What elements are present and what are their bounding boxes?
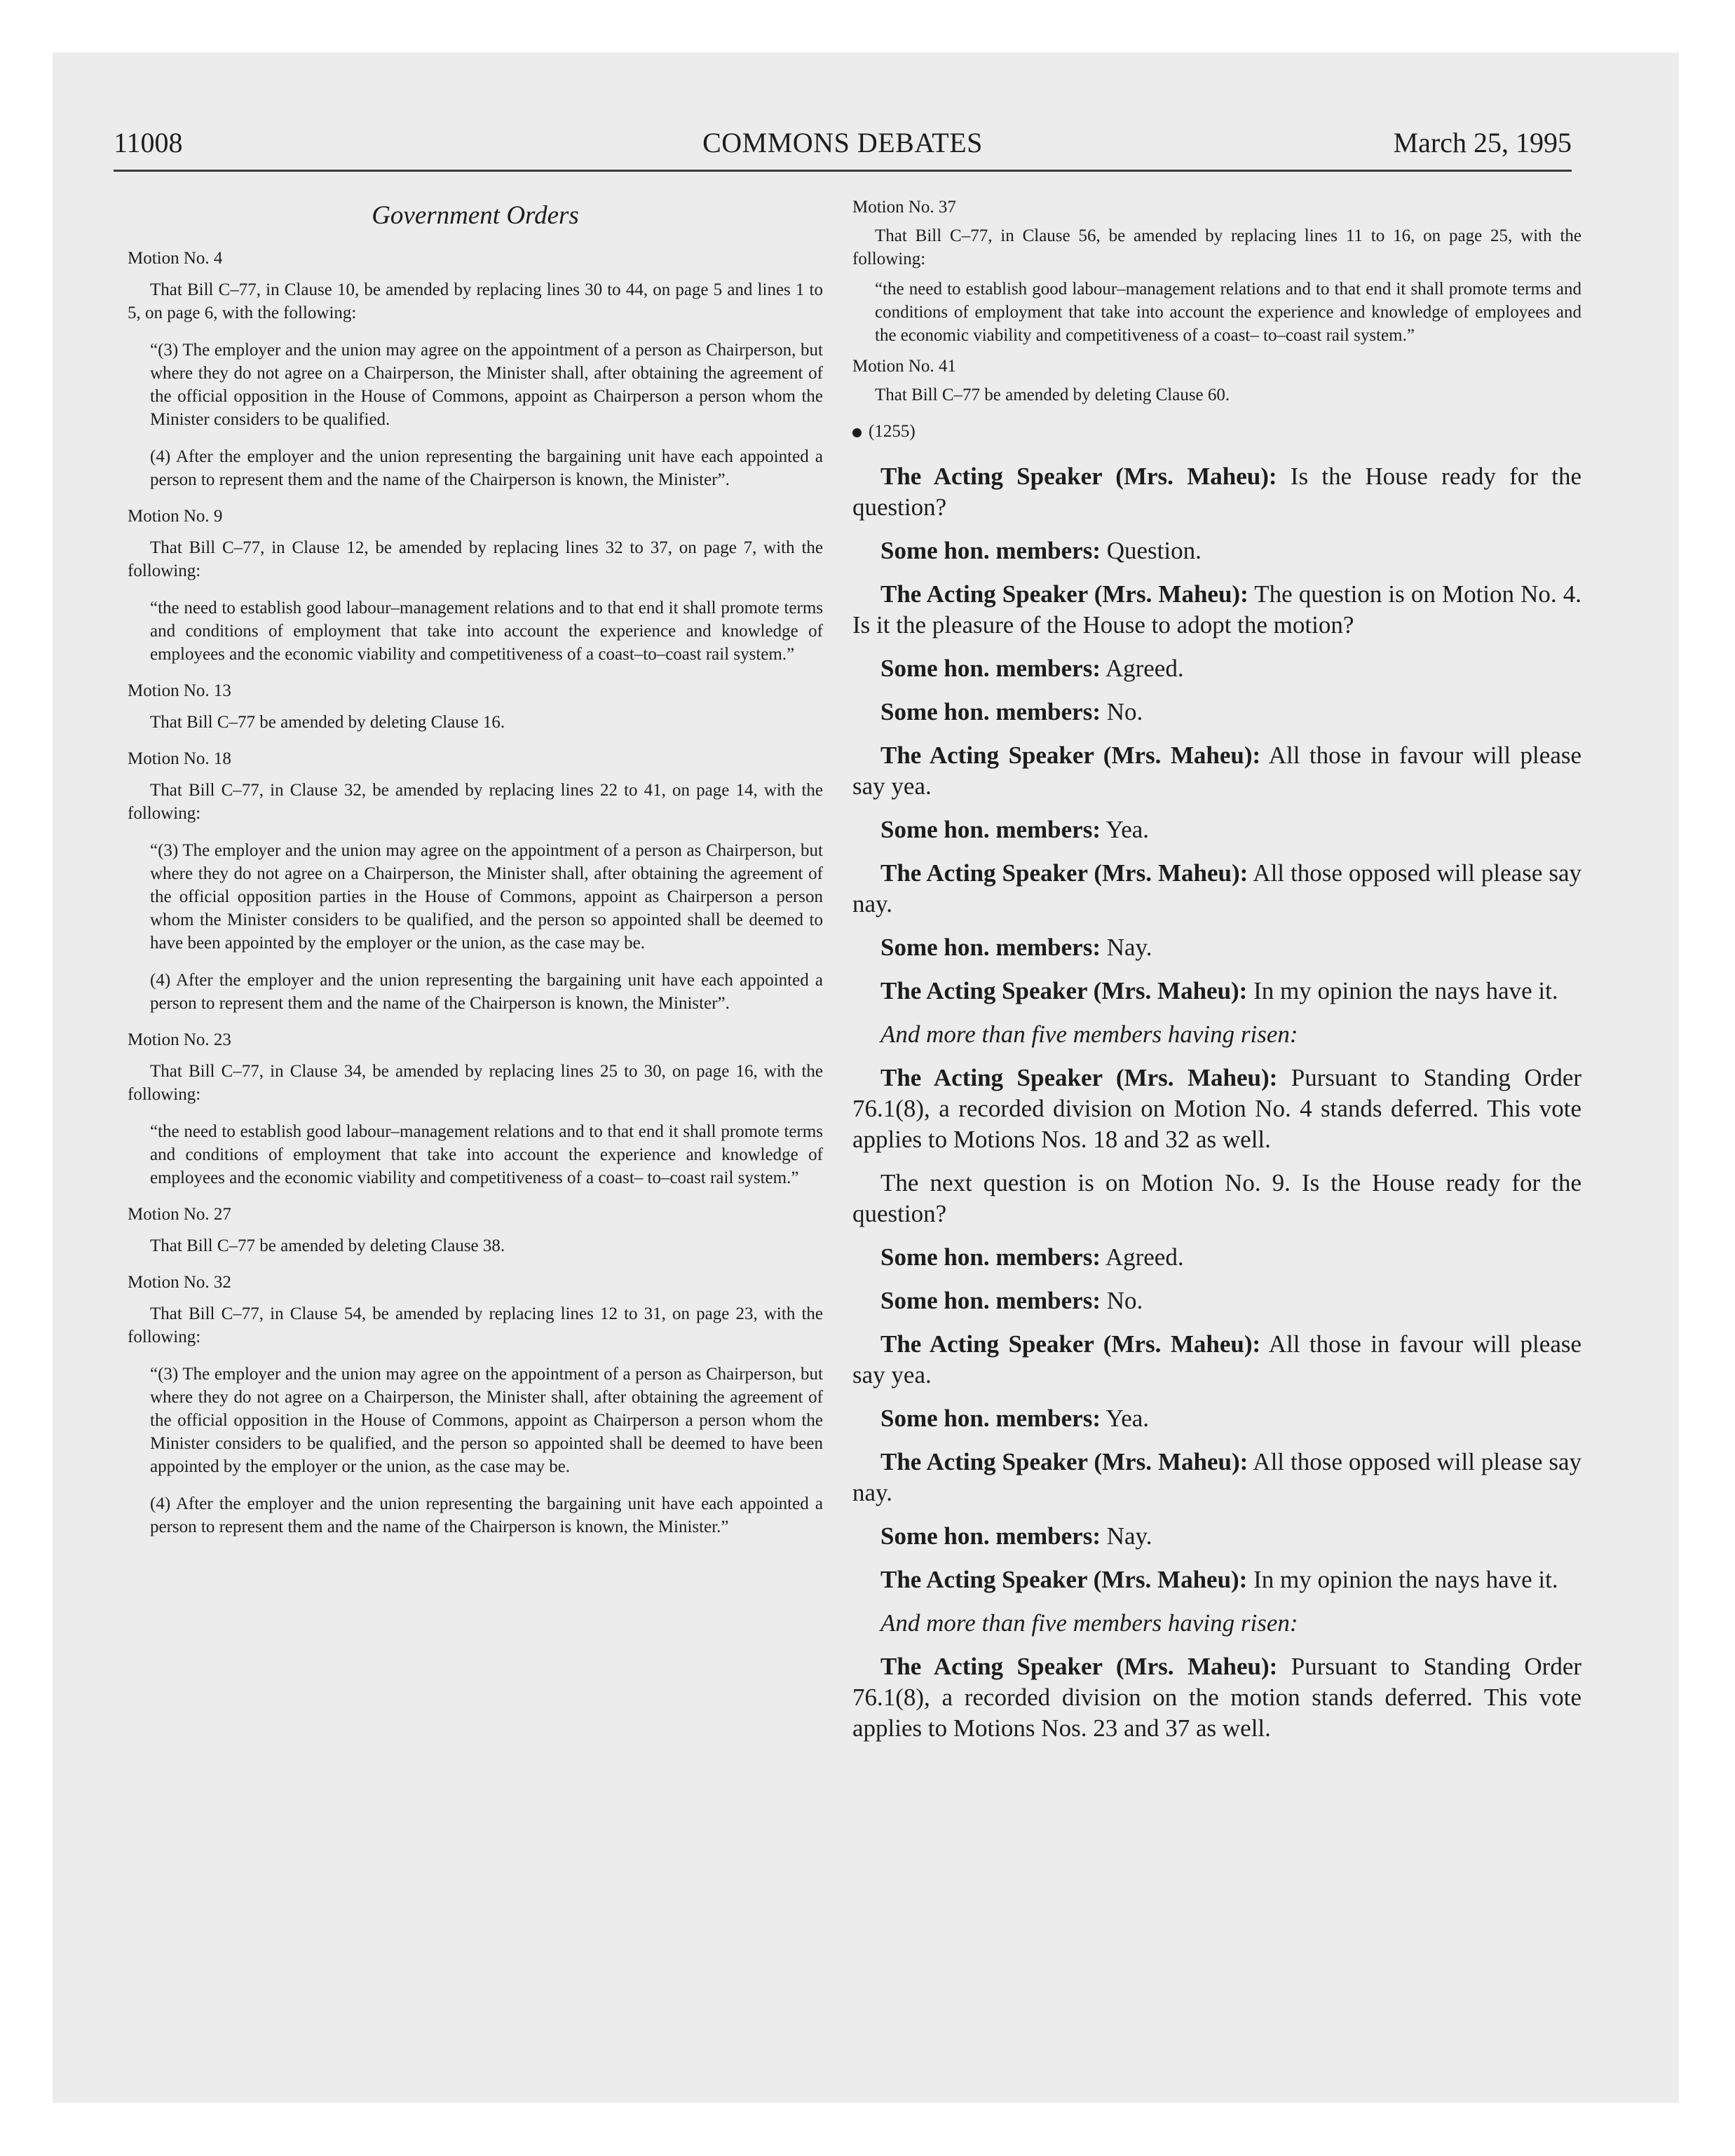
speaker-name: The Acting Speaker (Mrs. Maheu): (880, 859, 1248, 887)
speech-text: Agreed. (1105, 655, 1184, 682)
speaker-name: The Acting Speaker (Mrs. Maheu): (880, 1448, 1248, 1475)
motion-label: Motion No. 27 (128, 1205, 231, 1224)
speech-text: Yea. (1105, 1405, 1150, 1432)
publication-date: March 25, 1995 (1393, 127, 1572, 158)
motion-text: That Bill C–77, in Clause 56, be amended by replacing lines 11 to 16, on page 25, with the following: (852, 226, 1581, 268)
speaker-name: Some hon. members: (880, 1287, 1101, 1314)
motion-text: That Bill C–77, in Clause 10, be amended by replacing lines 30 to 44, on page 5 and lines 1 to 5, on page 6, with the following: (128, 280, 823, 322)
speech-text: Nay. (1106, 934, 1152, 961)
speaker-name: Some hon. members: (880, 934, 1101, 961)
debate-paragraph (852, 1329, 1581, 1391)
motion-text: That Bill C–77 be amended by deleting Clause 16. (150, 713, 505, 732)
speaker-name: The Acting Speaker (Mrs. Maheu): (880, 1330, 1261, 1358)
speaker-name: The Acting Speaker (Mrs. Maheu): (880, 1653, 1278, 1680)
speaker-name: Some hon. members: (880, 1243, 1101, 1271)
speech-text: In my opinion the nays have it. (1253, 977, 1558, 1004)
motion-quote: “(3) The employer and the union may agree on the appointment of a person as Chairperson, but where they do not agree on a Chairperson, the Minister shall, after obtaining the agreement of the official opposition parties in the House of Commons, appoint as Chairperson a person whom the Minister considers to be qualified, and the person so appointed shall be deemed to have been appointed by the employer or the union, as the case may be. (150, 841, 823, 953)
debate-paragraph (852, 1242, 1581, 1273)
section-title: Government Orders (372, 201, 579, 230)
motion-quote: “the need to establish good labour–management relations and to that end it shall promote terms and conditions of employment that take into account the experience and knowledge of employees and the economic viability and competitiveness of a coast–to–coast rail system.” (150, 599, 823, 664)
debate-paragraph (852, 1521, 1581, 1552)
speech-text: All those opposed will please say nay. (852, 859, 1581, 917)
motion-text: That Bill C–77, in Clause 54, be amended by replacing lines 12 to 31, on page 23, with the following: (128, 1304, 823, 1346)
page-number: 11008 (114, 127, 183, 158)
speaker-name: The Acting Speaker (Mrs. Maheu): (880, 742, 1261, 769)
motion-quote: (4) After the employer and the union representing the bargaining unit have each appointed a person to represent them and the name of the Chairperson is known, the Minister”. (150, 447, 823, 489)
speaker-name: Some hon. members: (880, 1522, 1101, 1550)
timestamp-text: (1255) (869, 422, 916, 441)
publication-title: COMMONS DEBATES (702, 127, 983, 158)
debate-paragraph (852, 1285, 1581, 1316)
debate-paragraph (852, 579, 1581, 641)
speech-text: Pursuant to Standing Order 76.1(8), a recorded division on Motion No. 4 stands deferred. This vote applies to Motions Nos. 18 and 32 as well. (852, 1064, 1582, 1153)
debate-paragraph: The next question is on Motion No. 9. Is the House ready for the question? (852, 1169, 1581, 1227)
speech-text: All those in favour will please say yea. (852, 1330, 1582, 1389)
speech-text: In my opinion the nays have it. (1253, 1566, 1558, 1593)
motion-label: Motion No. 23 (128, 1030, 231, 1049)
motion-text: That Bill C–77, in Clause 34, be amended by replacing lines 25 to 30, on page 16, with the following: (128, 1062, 823, 1104)
speaker-name: Some hon. members: (880, 816, 1101, 843)
motion-text: That Bill C–77, in Clause 12, be amended by replacing lines 32 to 37, on page 7, with the following: (128, 538, 823, 580)
right-column (852, 193, 1581, 1756)
motion-text: That Bill C–77, in Clause 32, be amended by replacing lines 22 to 41, on page 14, with the following: (128, 781, 823, 823)
speech-text: Yea. (1105, 816, 1150, 843)
speech-text: All those in favour will please say yea. (852, 742, 1582, 800)
speech-text: All those opposed will please say nay. (852, 1448, 1581, 1506)
stage-direction: And more than five members having risen: (880, 1609, 1298, 1637)
debate-paragraph (852, 976, 1581, 1007)
debate-paragraph (852, 740, 1581, 802)
speech-text: Pursuant to Standing Order 76.1(8), a recorded division on the motion stands deferred. This vote applies to Motions Nos. 23 and 37 as well. (852, 1653, 1582, 1742)
bullet-icon (852, 428, 862, 437)
motion-label: Motion No. 18 (128, 749, 231, 768)
debate-paragraph (852, 697, 1581, 728)
debate-paragraph (852, 535, 1581, 566)
speech-text: No. (1106, 1287, 1143, 1314)
stage-direction: And more than five members having risen: (880, 1021, 1298, 1048)
debate-paragraph (852, 932, 1581, 963)
motion-quote: (4) After the employer and the union representing the bargaining unit have each appointed a person to represent them and the name of the Chairperson is known, the Minister”. (150, 971, 823, 1013)
motion-label: Motion No. 13 (128, 681, 231, 700)
debate-paragraph (852, 1651, 1581, 1744)
speaker-name: The Acting Speaker (Mrs. Maheu): (880, 1064, 1278, 1091)
debate-paragraph (852, 653, 1581, 684)
motion-text: That Bill C–77 be amended by deleting Clause 38. (150, 1236, 505, 1255)
speech-text: Agreed. (1105, 1243, 1184, 1271)
motion-label: Motion No. 9 (128, 507, 223, 526)
speaker-name: The Acting Speaker (Mrs. Maheu): (880, 463, 1277, 490)
speech-text: Question. (1106, 537, 1202, 564)
debate-paragraph (852, 1063, 1581, 1155)
debate-paragraph (852, 461, 1581, 523)
motion-text: That Bill C–77 be amended by deleting Clause 60. (875, 386, 1230, 404)
motion-quote: “(3) The employer and the union may agree on the appointment of a person as Chairperson, but where they do not agree on a Chairperson, the Minister shall, after obtaining the agreement of the official opposition in the House of Commons, appoint as Chairperson a person whom the Minister considers to be qualified, and the person so appointed shall be deemed to have been appointed by the employer or the union, as the case may be. (150, 1365, 823, 1476)
motion-label: Motion No. 32 (128, 1273, 231, 1292)
speech-text: No. (1106, 698, 1143, 725)
speaker-name: The Acting Speaker (Mrs. Maheu): (880, 580, 1248, 608)
motion-label: Motion No. 41 (852, 357, 956, 376)
debate-paragraph (852, 1564, 1581, 1595)
left-column (128, 193, 823, 1548)
motion-quote: (4) After the employer and the union representing the bargaining unit have each appointed a person to represent them and the name of the Chairperson is known, the Minister.” (150, 1494, 823, 1536)
speaker-name: The Acting Speaker (Mrs. Maheu): (880, 977, 1248, 1004)
page-header (114, 119, 1572, 172)
speech-text: Is the House ready for the question? (852, 463, 1582, 521)
motion-quote: “the need to establish good labour–management relations and to that end it shall promote terms and conditions of employment that take into account the experience and knowledge of employees and the economic viability and competitiveness of a coast– to–coast rail system.” (875, 280, 1581, 345)
debate-paragraph (852, 1403, 1581, 1434)
speaker-name: Some hon. members: (880, 537, 1101, 564)
motion-label: Motion No. 37 (852, 198, 956, 217)
timestamp (852, 422, 1581, 442)
debate-paragraph (852, 814, 1581, 845)
speaker-name: Some hon. members: (880, 1405, 1101, 1432)
speaker-name: Some hon. members: (880, 698, 1101, 725)
speech-text: Nay. (1106, 1522, 1152, 1550)
speaker-name: The Acting Speaker (Mrs. Maheu): (880, 1566, 1248, 1593)
motion-quote: “the need to establish good labour–management relations and to that end it shall promote terms and conditions of employment that take into account the experience and knowledge of employees and the economic viability and competitiveness of a coast– to–coast rail system.” (150, 1122, 823, 1187)
speaker-name: Some hon. members: (880, 655, 1101, 682)
debate-paragraph (852, 858, 1581, 920)
motion-quote: “(3) The employer and the union may agree on the appointment of a person as Chairperson, but where they do not agree on a Chairperson, the Minister shall, after obtaining the agreement of the official opposition in the House of Commons, appoint as Chairperson a person whom the Minister considers to be qualified. (150, 341, 823, 429)
motion-label: Motion No. 4 (128, 249, 223, 268)
speech-text: The question is on Motion No. 4. Is it the pleasure of the House to adopt the motion? (852, 580, 1581, 639)
debate-paragraph (852, 1447, 1581, 1508)
